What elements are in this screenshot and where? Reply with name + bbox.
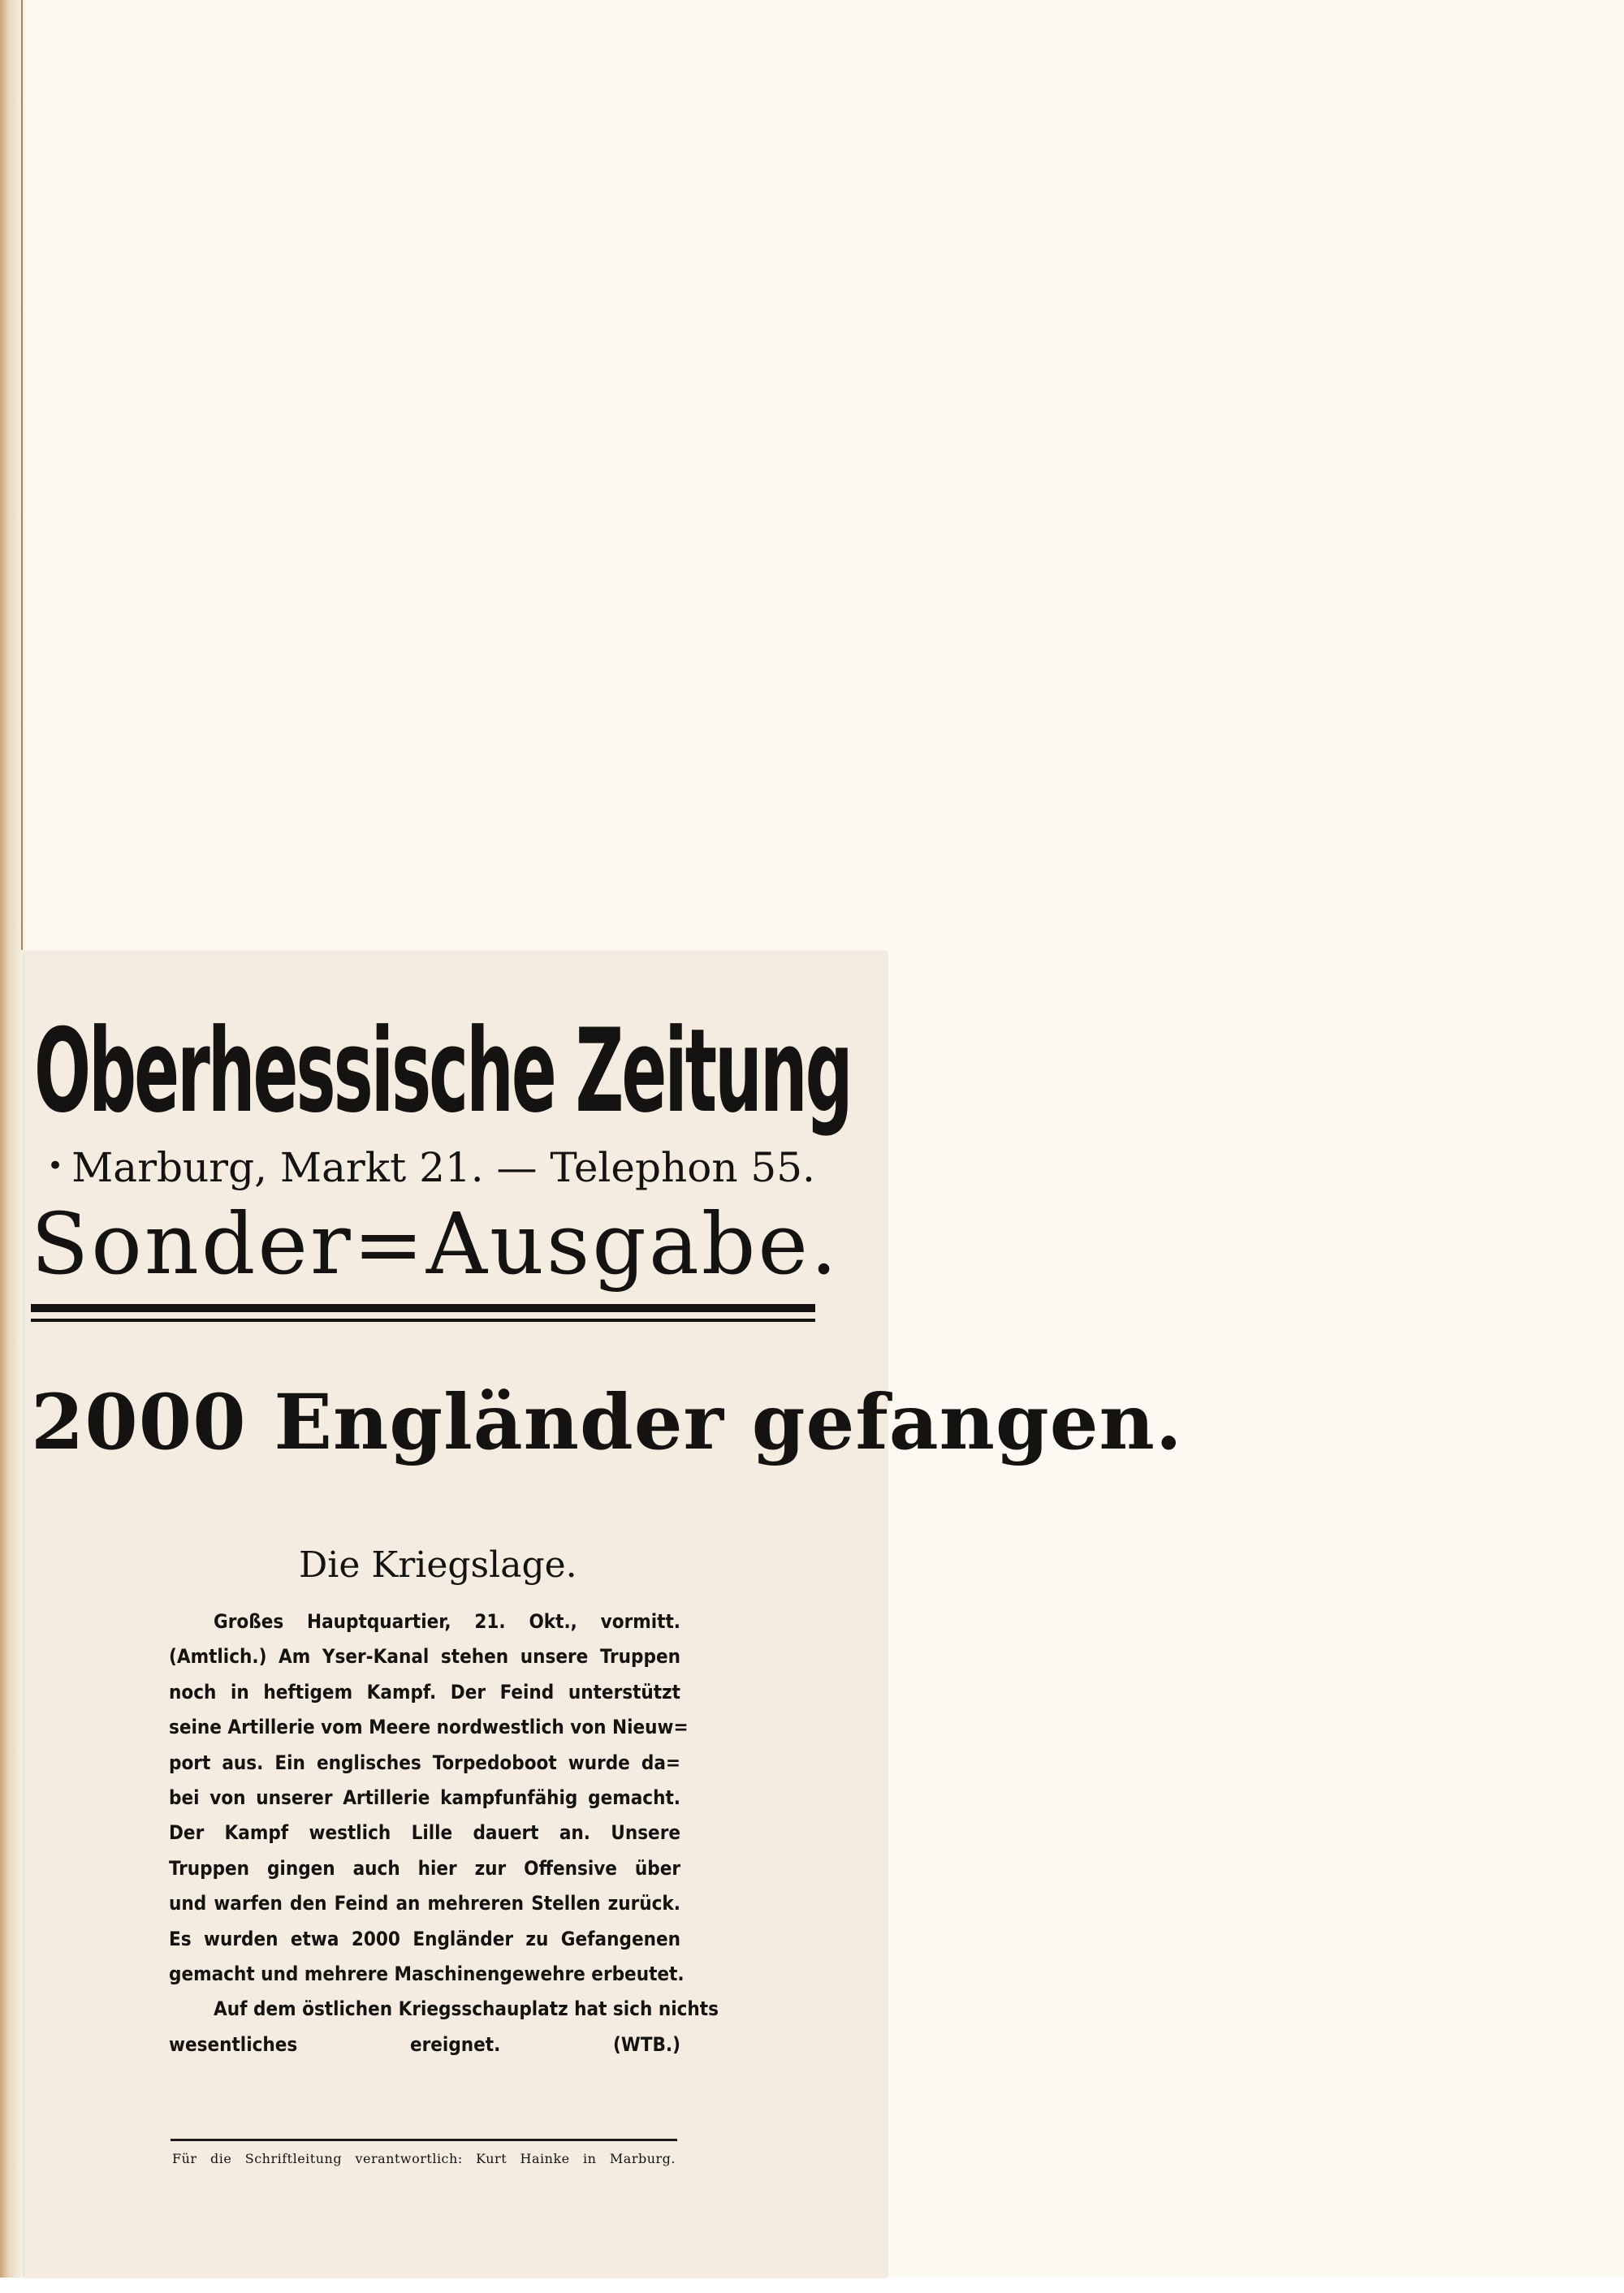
edition-title: Sonder=Ausgabe. bbox=[31, 1194, 840, 1293]
newspaper-clipping bbox=[24, 952, 1183, 2278]
divider-thin bbox=[31, 1319, 815, 1322]
binding-line bbox=[21, 0, 23, 950]
article-line: Großes Hauptquartier, 21. Okt., vormitt. bbox=[214, 1610, 680, 1633]
scan-border bbox=[0, 2278, 1624, 2293]
headline: 2000 Engländer gefangen. bbox=[31, 1378, 1183, 1467]
article-line: Der Kampf westlich Lille dauert an. Unsere bbox=[169, 1821, 680, 1845]
masthead-address: Marburg, Markt 21. — Telephon 55. bbox=[71, 1144, 815, 1191]
footer-divider bbox=[171, 2139, 677, 2141]
article-line: (Amtlich.) Am Yser-Kanal stehen unsere Truppen bbox=[169, 1645, 680, 1669]
article-line: port aus. Ein englisches Torpedoboot wurde da= bbox=[169, 1751, 680, 1774]
masthead-title: Oberhessische Zeitung bbox=[34, 1004, 851, 1138]
article-line: bei von unserer Artillerie kampfunfähig gemacht. bbox=[169, 1786, 680, 1809]
section-title: Die Kriegslage. bbox=[299, 1544, 577, 1586]
divider-thick bbox=[31, 1304, 815, 1312]
article-line: wesentliches ereignet. (WTB.) bbox=[169, 2032, 680, 2056]
article-line: gemacht und mehrere Maschinengewehre erbeutet. bbox=[169, 1962, 685, 1985]
article-line: Es wurden etwa 2000 Engländer zu Gefangenen bbox=[169, 1927, 680, 1950]
article-line: und warfen den Feind an mehreren Stellen zurück. bbox=[169, 1892, 680, 1915]
article-line: Truppen gingen auch hier zur Offensive über bbox=[169, 1856, 680, 1880]
article-line: noch in heftigem Kampf. Der Feind unterstützt bbox=[169, 1680, 680, 1704]
bullet-icon: • bbox=[47, 1150, 64, 1182]
imprint-line: Für die Schriftleitung verantwortlich: Kurt Hainke in Marburg. bbox=[172, 2151, 676, 2166]
article-body bbox=[169, 1604, 719, 2062]
article-line: Auf dem östlichen Kriegsschauplatz hat sich nichts bbox=[214, 1997, 719, 2021]
article-line: seine Artillerie vom Meere nordwestlich von Nieuw= bbox=[169, 1716, 689, 1739]
masthead-address-line bbox=[47, 1142, 859, 1192]
